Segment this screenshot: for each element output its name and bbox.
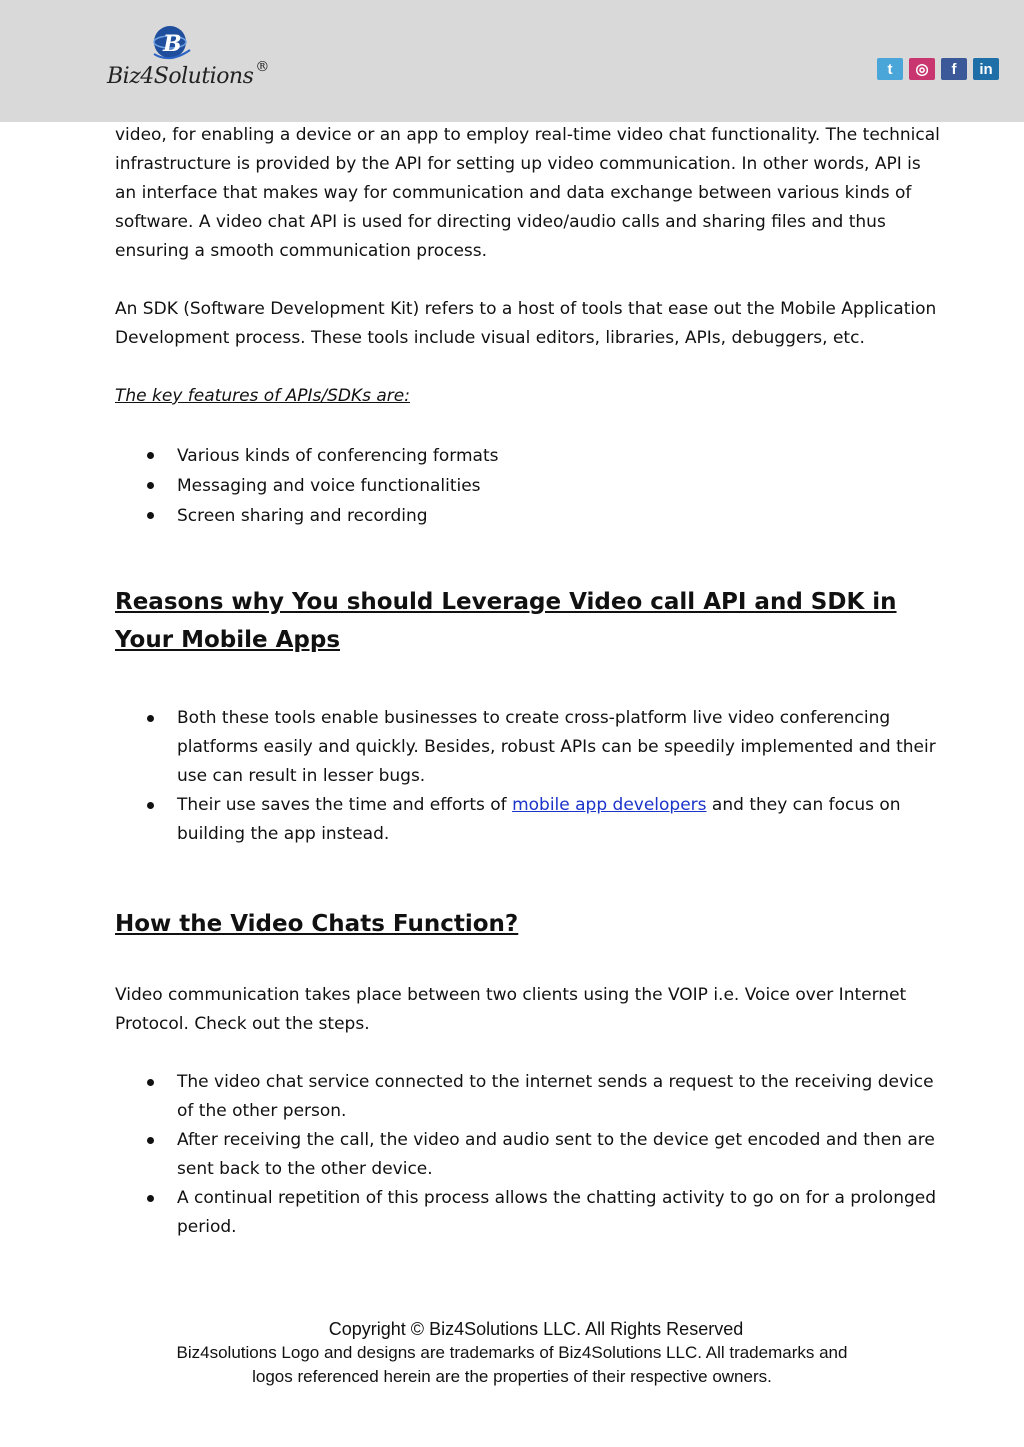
steps-list — [115, 1068, 945, 1242]
trademark-text-line2: logos referenced herein are the properties of their respective owners. — [252, 1367, 772, 1386]
instagram-icon[interactable]: ◎ — [909, 58, 935, 80]
page-header — [0, 0, 1024, 122]
mobile-app-developers-link[interactable]: mobile app developers — [512, 795, 707, 815]
how-heading: How the Video Chats Function? — [115, 911, 519, 937]
list-item: The video chat service connected to the internet sends a request to the receiving device of the other person. — [115, 1068, 945, 1126]
facebook-icon[interactable]: f — [941, 58, 967, 80]
how-intro-paragraph: Video communication takes place between two clients using the VOIP i.e. Voice over Internet Protocol. Check out the steps. — [115, 985, 907, 1034]
list-item: Various kinds of conferencing formats — [115, 441, 945, 471]
trademark-text-line1: Biz4solutions Logo and designs are trademarks of Biz4Solutions LLC. All trademarks and — [176, 1343, 848, 1362]
reasons-heading: Reasons why You should Leverage Video call API and SDK in Your Mobile Apps — [115, 589, 897, 653]
company-logo[interactable] — [105, 24, 269, 94]
list-item: A continual repetition of this process allows the chatting activity to go on for a prolonged period. — [115, 1184, 945, 1242]
list-item: Messaging and voice functionalities — [115, 471, 945, 501]
list-item: Both these tools enable businesses to create cross-platform live video conferencing platforms easily and quickly. Besides, robust APIs can be speedily implemented and their use can result in lesser bugs. — [115, 704, 945, 791]
list-item: Screen sharing and recording — [115, 501, 945, 531]
copyright-text: Copyright © Biz4Solutions LLC. All Rights Reserved — [328, 1319, 744, 1339]
intro-paragraph: video, for enabling a device or an app to employ real-time video chat functionality. The technical infrastructure is provided by the API for setting up video communication. In other words, API is an interface that makes way for communication and data exchange between various kinds of software. A video chat API is used for directing video/audio calls and sharing files and thus ensuring a smooth communication process. — [115, 125, 940, 261]
reasons-list — [115, 704, 945, 849]
svg-text:B: B — [163, 31, 182, 57]
list-item: After receiving the call, the video and audio sent to the device get encoded and then are sent back to the other device. — [115, 1126, 945, 1184]
page-footer — [0, 1317, 1024, 1389]
twitter-icon[interactable]: t — [877, 58, 903, 80]
key-features-heading: The key features of APIs/SDKs are: — [115, 386, 410, 406]
social-links — [877, 58, 999, 80]
document-body — [115, 121, 945, 1242]
linkedin-icon[interactable]: in — [973, 58, 999, 80]
logo-text: Biz4Solutions ® — [107, 59, 269, 89]
sdk-paragraph: An SDK (Software Development Kit) refers to a host of tools that ease out the Mobile Application Development process. These tools include visual editors, libraries, APIs, debuggers, etc. — [115, 299, 937, 348]
features-list — [115, 441, 945, 531]
list-item: Their use saves the time and efforts of mobile app developers and they can focus on building the app instead. — [115, 791, 945, 849]
logo-globe-icon — [150, 24, 194, 64]
